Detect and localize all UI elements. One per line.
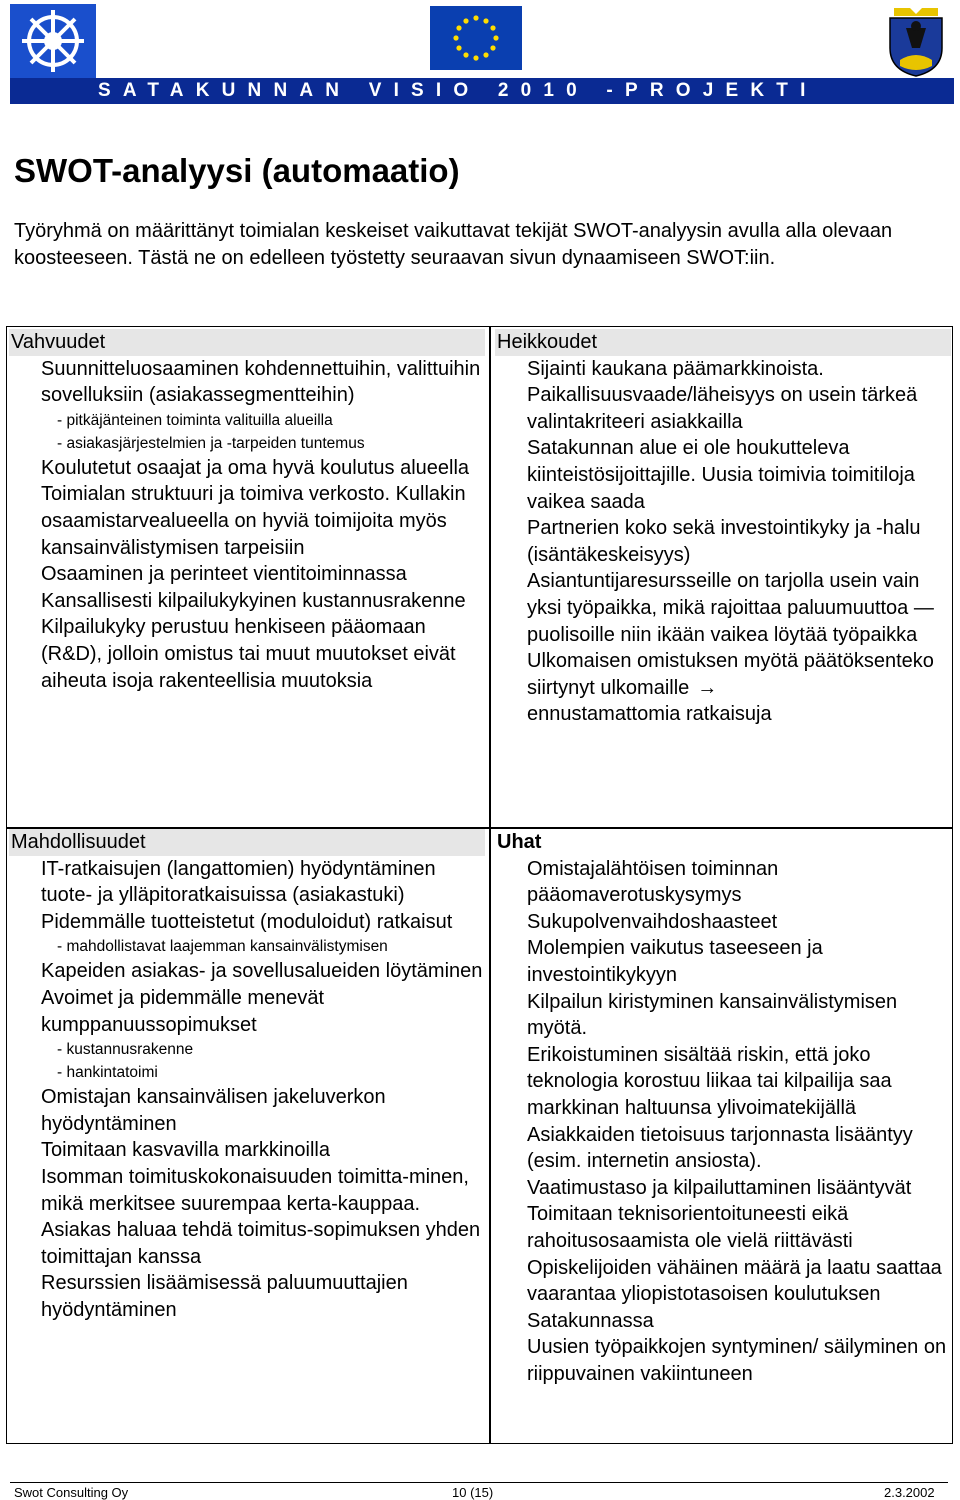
strengths-heading: Vahvuudet bbox=[9, 329, 485, 356]
opportunity-item: IT-ratkaisujen (langattomien) hyödyntäminen tuote- ja ylläpitoratkaisuissa (asiakastuki) bbox=[41, 857, 436, 907]
project-banner bbox=[10, 78, 954, 104]
project-title: SATAKUNNAN VISIO 2010 -PROJEKTI bbox=[98, 80, 818, 101]
strength-item: Koulutetut osaajat ja oma hyvä koulutus alueella bbox=[41, 456, 470, 479]
swot-table bbox=[6, 326, 953, 1444]
threat-item: Kilpailun kiristyminen kansainvälistymisen myötä. bbox=[527, 990, 898, 1040]
opportunity-item: Isomman toimituskokonaisuuden toimitta-minen, mikä merkitsee suurempaa kerta-kauppaa. Asiakas haluaa tehdä toimitus-sopimuksen yhden toimittajan kanssa bbox=[41, 1165, 481, 1268]
threat-item: Uusien työpaikkojen syntyminen/ säilyminen on riippuvainen vakiintuneen bbox=[527, 1336, 947, 1385]
weaknesses-heading: Heikkoudet bbox=[495, 329, 951, 356]
threat-item: Erikoistuminen sisältää riskin, että joko teknologia korostuu liikaa tai kilpailija saa markkinan haltuunsa ylivoimatekijällä bbox=[527, 1043, 892, 1119]
footer-company: Swot Consulting Oy bbox=[14, 1485, 129, 1500]
weakness-text: Ulkomaisen omistuksen myötä päätöksenteko siirtynyt ulkomaille bbox=[527, 650, 934, 699]
opportunities-heading: Mahdollisuudet bbox=[9, 829, 485, 856]
threat-item: Omistajalähtöisen toiminnan pääomaverotuskysymys bbox=[527, 857, 779, 907]
opportunity-subitem: - hankintatoimi bbox=[57, 1064, 158, 1082]
opportunity-item: Avoimet ja pidemmälle menevät kumppanuussopimukset bbox=[41, 986, 325, 1036]
opportunity-subitem: - mahdollistavat laajemman kansainvälistymisen bbox=[57, 938, 388, 956]
footer-page-number: 10 (15) bbox=[452, 1485, 494, 1500]
emblem-logo-icon bbox=[10, 4, 96, 78]
threat-item: Molempien vaikutus taseeseen ja investointikykyyn bbox=[527, 937, 823, 986]
page-title: SWOT-analyysi (automaatio) bbox=[14, 152, 460, 189]
opportunity-item: Kapeiden asiakas- ja sovellusalueiden löytäminen bbox=[41, 960, 483, 983]
opportunity-item: Toimitaan kasvavilla markkinoilla bbox=[41, 1139, 330, 1162]
intro-paragraph: Työryhmä on määrittänyt toimialan keskeiset vaikuttavat tekijät SWOT-analyysin avulla alla olevaan koosteeseen. Tästä ne on edelleen työstetty seuraavan sivun dynaamiseen SWOT:iin. bbox=[14, 220, 893, 269]
arrow-right-icon: → bbox=[697, 676, 718, 699]
threat-item: Toimitaan teknisorientoituneesti eikä rahoitusosaamista ole vielä riittävästi bbox=[527, 1203, 853, 1252]
strength-item: Toimialan struktuuri ja toimiva verkosto. Kullakin osaamistarvealueella on hyviä toimijoita myös kansainvälistymisen tarpeisiin bbox=[41, 483, 466, 559]
threat-item: Sukupolvenvaihdoshaasteet bbox=[527, 910, 778, 933]
weakness-item: Sijainti kaukana päämarkkinoista. bbox=[527, 357, 824, 380]
opportunities-cell bbox=[13, 829, 483, 1324]
footer-date: 2.3.2002 bbox=[884, 1485, 935, 1500]
column-divider bbox=[489, 327, 491, 1443]
threat-item: Vaatimustaso ja kilpailuttaminen lisääntyvät bbox=[527, 1176, 912, 1199]
coat-of-arms-icon bbox=[880, 4, 952, 78]
threat-item: Opiskelijoiden vähäinen määrä ja laatu saattaa vaarantaa yliopistotasoisen koulutuksen Satakunnassa bbox=[527, 1256, 942, 1332]
opportunity-item: Resurssien lisäämisessä paluumuuttajien hyödyntäminen bbox=[41, 1272, 408, 1321]
opportunity-subitem: - kustannusrakenne bbox=[57, 1041, 194, 1059]
strengths-cell bbox=[13, 329, 483, 694]
weakness-item bbox=[499, 648, 949, 701]
footer-divider bbox=[10, 1482, 948, 1483]
eu-flag-icon bbox=[430, 6, 522, 70]
weakness-item: Partnerien koko sekä investointikyky ja -halu (isäntäkeskeisyys) bbox=[527, 517, 921, 566]
weakness-item: Asiantuntijaresursseille on tarjolla usein vain yksi työpaikka, mikä rajoittaa paluumuuttoa — puolisoille niin ikään vaikea löytää työpaikka bbox=[527, 570, 934, 646]
opportunity-item: Omistajan kansainvälisen jakeluverkon hyödyntäminen bbox=[41, 1086, 386, 1135]
threat-item: Asiakkaiden tietoisuus tarjonnasta lisääntyy (esim. internetin ansiosta). bbox=[527, 1123, 913, 1173]
strength-item: Suunnitteluosaaminen kohdennettuihin, valittuihin sovelluksiin (asiakassegmentteihin) bbox=[41, 357, 481, 407]
weaknesses-cell bbox=[499, 329, 949, 728]
threats-cell bbox=[499, 829, 949, 1387]
opportunity-item: Pidemmälle tuotteistetut (moduloidut) ratkaisut bbox=[41, 910, 453, 933]
strength-subitem: - pitkäjänteinen toiminta valituilla alueilla bbox=[57, 411, 333, 429]
strength-item: Osaaminen ja perinteet vientitoiminnassa bbox=[41, 563, 407, 586]
weakness-item: Paikallisuusvaade/läheisyys on usein tärkeä valintakriteeri asiakkailla bbox=[527, 384, 918, 433]
strength-subitem: - asiakasjärjestelmien ja -tarpeiden tuntemus bbox=[57, 434, 365, 452]
weakness-item: ennustamattomia ratkaisuja bbox=[527, 703, 772, 726]
weakness-item: Satakunnan alue ei ole houkutteleva kiinteistösijoittajille. Uusia toimivia toimitiloja vaikea saada bbox=[527, 437, 915, 513]
threats-heading: Uhat bbox=[497, 831, 542, 853]
strength-item: Kansallisesti kilpailukykyinen kustannusrakenne bbox=[41, 589, 466, 612]
strength-item: Kilpailukyky perustuu henkiseen pääomaan (R&D), jolloin omistus tai muut muutokset eivät aiheuta isoja rakenteellisia muutoksia bbox=[41, 616, 456, 692]
